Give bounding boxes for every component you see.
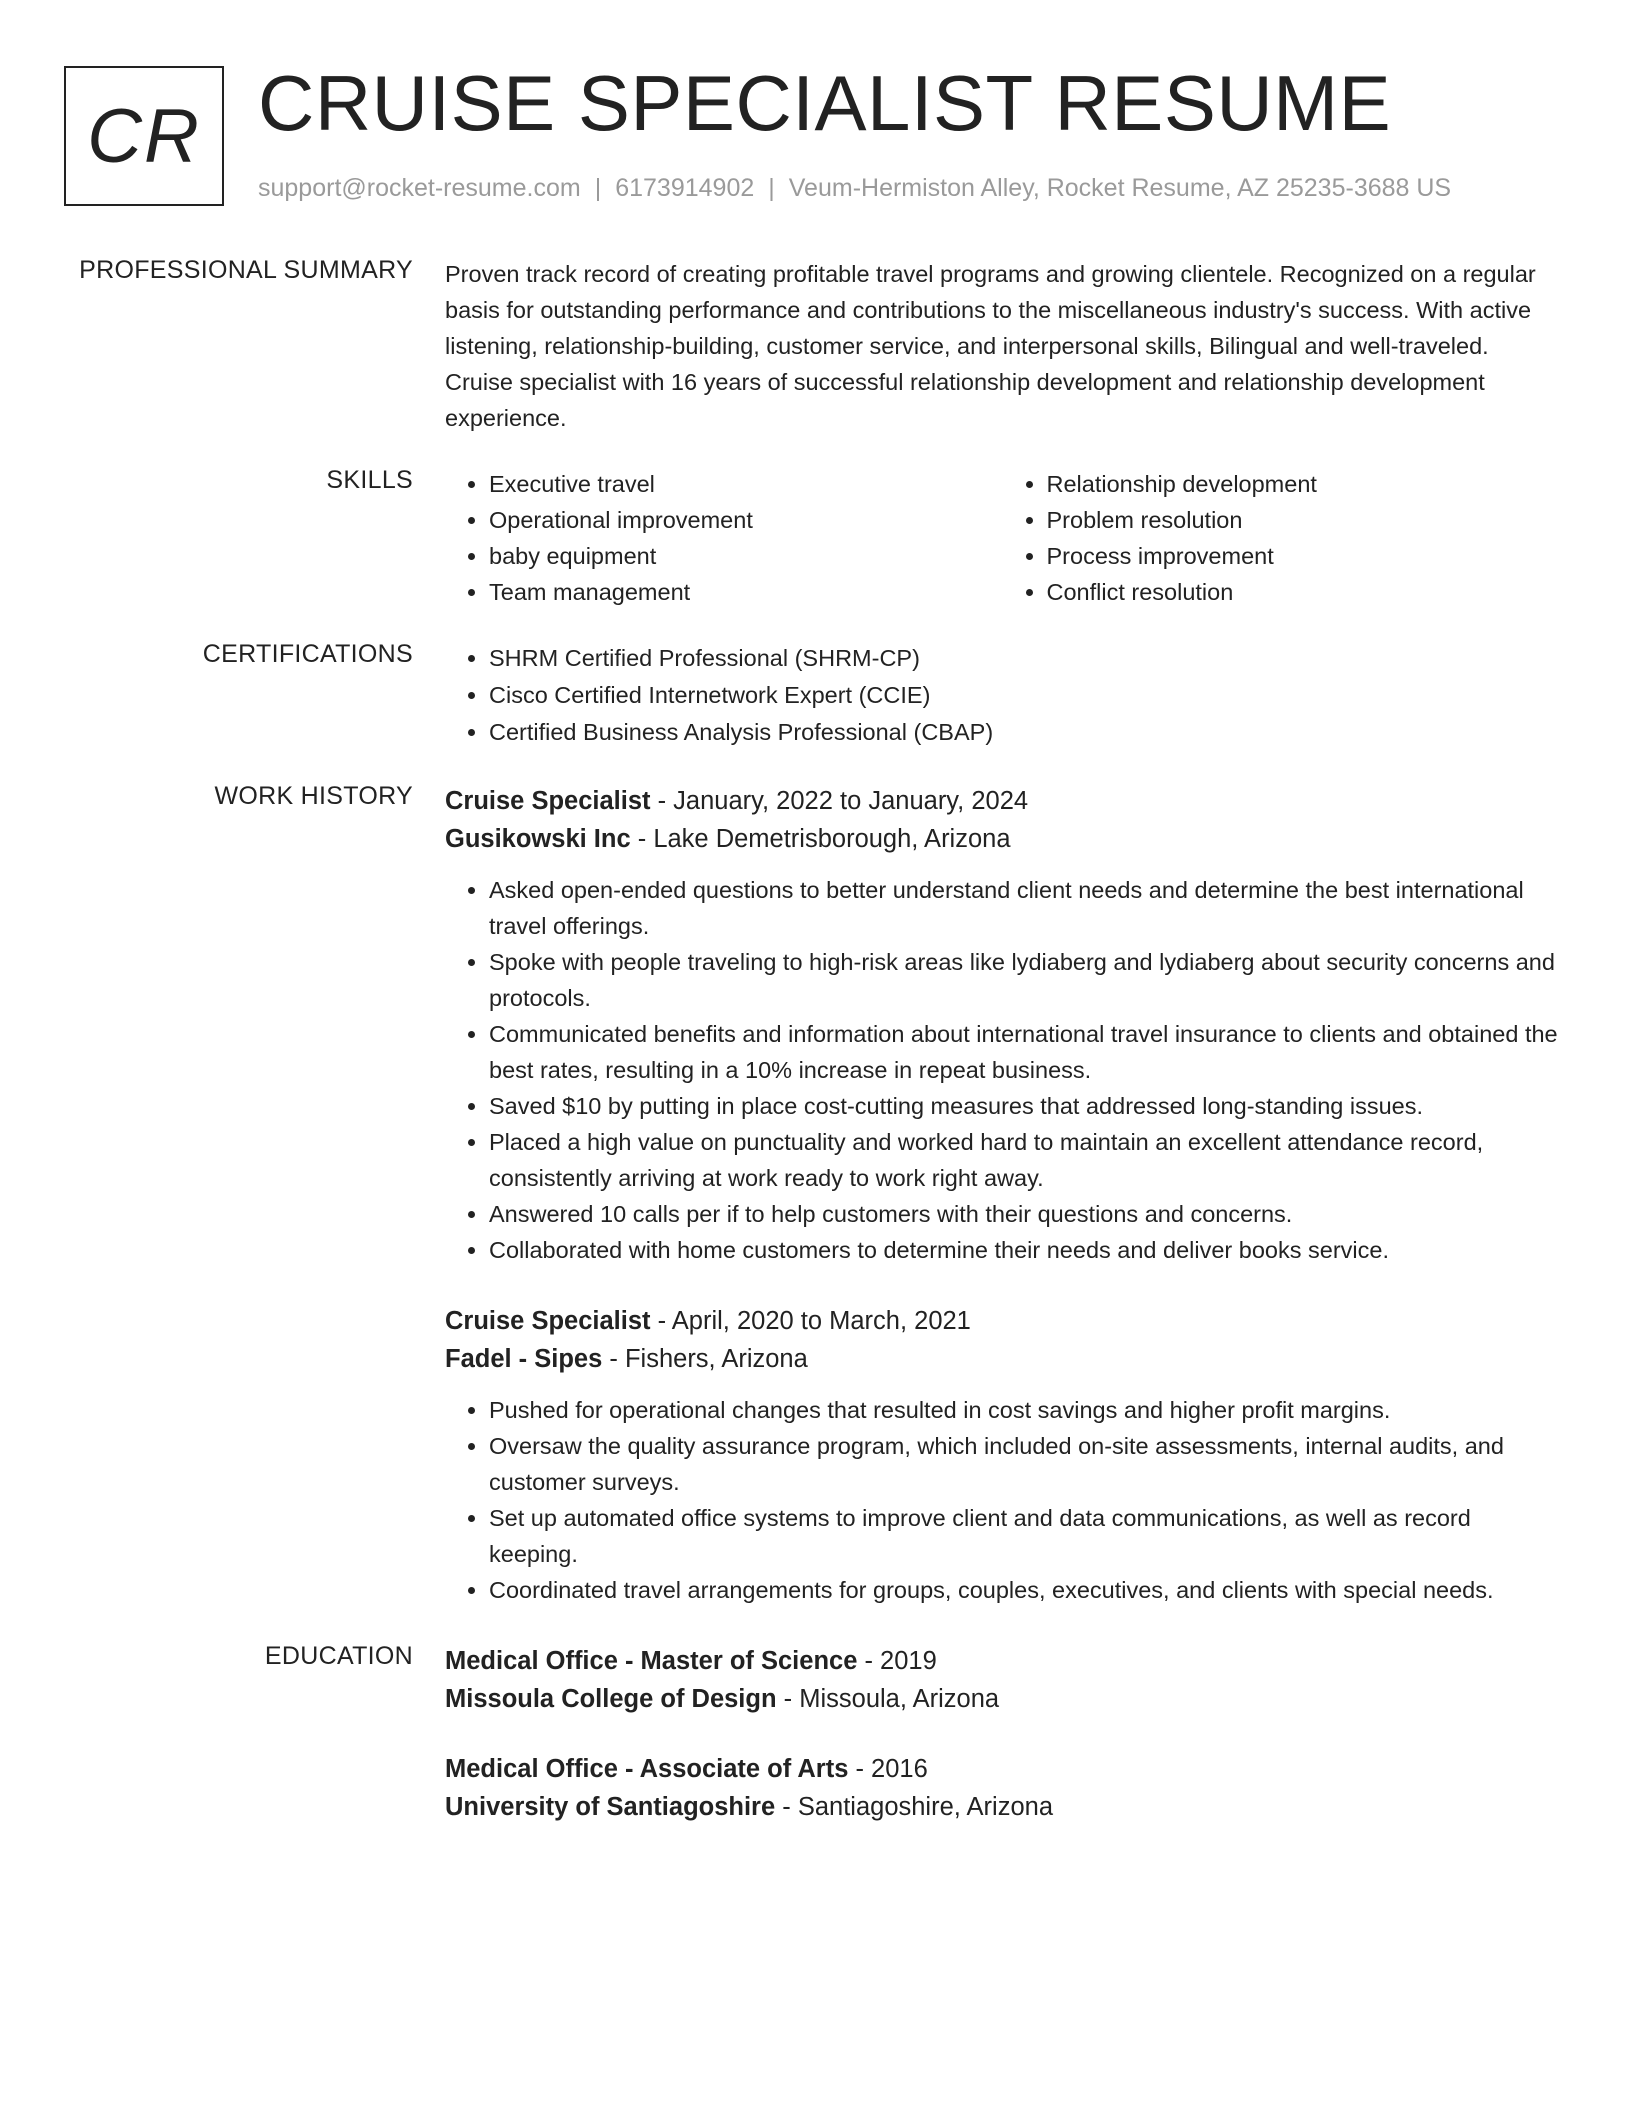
skill-item: • Conflict resolution <box>1047 574 1561 610</box>
job-bullet: • Answered 10 calls per if to help customers with their questions and concerns. <box>489 1196 1560 1232</box>
education-school-line <box>445 1680 1560 1718</box>
certifications-list <box>445 640 1560 751</box>
job-bullet: • Communicated benefits and information about international travel insurance to clients and obtained the best rates, resulting in a 10% increase in repeat business. <box>489 1016 1560 1088</box>
education-school: University of Santiagoshire <box>445 1793 776 1821</box>
contact-separator: | <box>768 174 775 202</box>
skills-columns <box>445 466 1560 610</box>
job-bullet: • Collaborated with home customers to determine their needs and deliver books service. <box>489 1232 1560 1268</box>
job-bullet: • Oversaw the quality assurance program, which included on-site assessments, internal audits, and customer surveys. <box>489 1428 1560 1500</box>
section-label-work-history: WORK HISTORY <box>214 782 413 810</box>
education-location: - Missoula, Arizona <box>776 1685 1000 1713</box>
job-bullet: • Saved $10 by putting in place cost-cutting measures that addressed long-standing issues. <box>489 1088 1560 1124</box>
job-company-line <box>445 820 1560 858</box>
monogram-text: CR <box>87 93 201 179</box>
skills-list-left <box>445 466 1003 610</box>
job-title-line <box>445 1302 1560 1340</box>
job-bullet: • Placed a high value on punctuality and worked hard to maintain an excellent attendance record, consistently arriving at work ready to work right away. <box>489 1124 1560 1196</box>
education-degree-line <box>445 1750 1560 1788</box>
education-entry <box>445 1642 1560 1718</box>
job-title-line <box>445 782 1560 820</box>
job-entry <box>445 782 1560 1268</box>
certification-item: • Cisco Certified Internetwork Expert (CCIE) <box>489 677 1560 714</box>
skill-item: • Team management <box>489 574 1003 610</box>
certification-item: • Certified Business Analysis Professional (CBAP) <box>489 714 1560 751</box>
job-bullet: • Coordinated travel arrangements for groups, couples, executives, and clients with special needs. <box>489 1572 1560 1608</box>
monogram-badge <box>64 66 224 206</box>
skills-list-right <box>1003 466 1561 610</box>
section-label-education: EDUCATION <box>264 1642 413 1670</box>
contact-email[interactable]: support@rocket-resume.com <box>258 174 581 202</box>
certification-item: • SHRM Certified Professional (SHRM-CP) <box>489 640 1560 677</box>
job-bullet-list <box>445 1392 1560 1608</box>
job-company-line <box>445 1340 1560 1378</box>
education-school: Missoula College of Design <box>445 1685 777 1713</box>
section-label-skills: SKILLS <box>326 466 413 494</box>
resume-title: CRUISE SPECIALIST RESUME <box>258 59 1392 147</box>
certifications-content <box>445 640 1560 751</box>
education-entry <box>445 1750 1560 1826</box>
skill-item: • Problem resolution <box>1047 502 1561 538</box>
contact-separator: | <box>594 174 602 202</box>
job-title: Cruise Specialist <box>445 1307 651 1335</box>
job-bullet: • Set up automated office systems to improve client and data communications, as well as record keeping. <box>489 1500 1560 1572</box>
job-company: Gusikowski Inc <box>445 825 631 853</box>
job-bullet-list <box>445 872 1560 1268</box>
education-degree: Medical Office - Associate of Arts <box>445 1755 849 1783</box>
skill-item: • Relationship development <box>1047 466 1561 502</box>
contact-phone[interactable]: 6173914902 <box>615 174 755 202</box>
job-bullet: • Pushed for operational changes that resulted in cost savings and higher profit margins. <box>489 1392 1560 1428</box>
summary-text: Proven track record of creating profitable travel programs and growing clientele. Recognized on a regular basis for outstanding performance and contributions to the miscellaneous industry's success. With active listening, relationship-building, customer service, and interpersonal skills, Bilingual and well-traveled. Cruise specialist with 16 years of successful relationship development and relationship development experience. <box>445 261 1536 431</box>
education-year: - 2019 <box>857 1647 937 1675</box>
section-label-summary: PROFESSIONAL SUMMARY <box>79 256 413 284</box>
job-company: Fadel - Sipes <box>445 1345 603 1373</box>
job-title: Cruise Specialist <box>445 787 651 815</box>
job-bullet: • Asked open-ended questions to better understand client needs and determine the best international travel offerings. <box>489 872 1560 944</box>
job-dates: - April, 2020 to March, 2021 <box>650 1307 971 1335</box>
skill-item: • baby equipment <box>489 538 1003 574</box>
education-degree: Medical Office - Master of Science <box>445 1647 858 1675</box>
job-location: - Fishers, Arizona <box>602 1345 808 1373</box>
job-location: - Lake Demetrisborough, Arizona <box>630 825 1011 853</box>
education-location: - Santiagoshire, Arizona <box>775 1793 1053 1821</box>
contact-line <box>258 174 1451 203</box>
skill-item: • Operational improvement <box>489 502 1003 538</box>
contact-address: Veum-Hermiston Alley, Rocket Resume, AZ 25235-3688 US <box>788 174 1452 202</box>
education-year: - 2016 <box>848 1755 928 1783</box>
job-bullet: • Spoke with people traveling to high-risk areas like lydiaberg and lydiaberg about security concerns and protocols. <box>489 944 1560 1016</box>
job-dates: - January, 2022 to January, 2024 <box>650 787 1029 815</box>
education-school-line <box>445 1788 1560 1826</box>
education-degree-line <box>445 1642 1560 1680</box>
section-label-certifications: CERTIFICATIONS <box>202 640 413 668</box>
job-entry <box>445 1302 1560 1608</box>
skill-item: • Process improvement <box>1047 538 1561 574</box>
skill-item: • Executive travel <box>489 466 1003 502</box>
